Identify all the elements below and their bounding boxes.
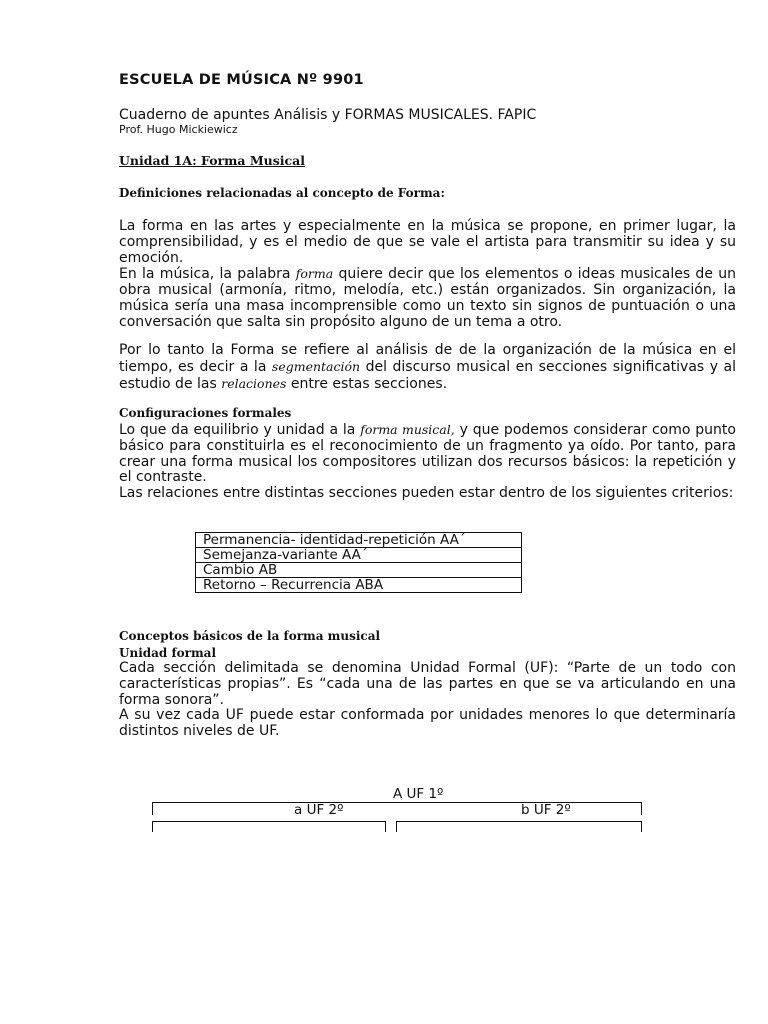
teacher-name: Prof. Hugo Mickiewicz bbox=[119, 123, 238, 136]
concepts-heading: Conceptos básicos de la forma musical bbox=[119, 629, 381, 643]
definitions-paragraph-3: Por lo tanto la Forma se refiere al análisis de de la organización de la música en el tiempo, es decir a la segmentación del discurso musical en secciones significativas y al estudio de las relaciones entre estas secciones. bbox=[119, 342, 736, 392]
table-row bbox=[196, 533, 522, 548]
criteria-cell: Semejanza-variante AA´ bbox=[196, 548, 522, 563]
bracket-level-2-left bbox=[152, 821, 386, 832]
school-title: ESCUELA DE MÚSICA Nº 9901 bbox=[119, 72, 364, 88]
diagram-left-label: a UF 2º bbox=[294, 802, 344, 818]
table-row bbox=[196, 578, 522, 593]
configurations-heading: Configuraciones formales bbox=[119, 406, 292, 420]
concepts-paragraph: Cada sección delimitada se denomina Unidad Formal (UF): “Parte de un todo con características propias”. Es “cada una de las partes en que se va articulando en una forma sonora”. A su vez cada UF puede estar conformada por unidades menores lo que determinaría distintos niveles de UF. bbox=[119, 660, 736, 740]
table-row bbox=[196, 563, 522, 578]
diagram-right-label: b UF 2º bbox=[521, 802, 571, 818]
table-row bbox=[196, 548, 522, 563]
italic-term: segmentación bbox=[271, 358, 361, 374]
criteria-cell: Permanencia- identidad-repetición AA´ bbox=[196, 533, 522, 548]
diagram-top-label: A UF 1º bbox=[393, 786, 444, 802]
criteria-cell: Cambio AB bbox=[196, 563, 522, 578]
definitions-heading: Definiciones relacionadas al concepto de Forma: bbox=[119, 186, 445, 200]
criteria-table bbox=[195, 532, 522, 593]
configurations-paragraph: Lo que da equilibrio y unidad a la forma musical, y que podemos considerar como punto básico para constituirla es el reconocimiento de un fragmento ya oído. Por tanto, para crear una forma musical los compositores utilizan dos recursos básicos: la repetición y el contraste. Las relaciones entre distintas secciones pueden estar dentro de los siguientes criterios: bbox=[119, 422, 736, 502]
notebook-title: Cuaderno de apuntes Análisis y FORMAS MUSICALES. FAPIC bbox=[119, 107, 537, 123]
unit-title: Unidad 1A: Forma Musical bbox=[119, 153, 305, 168]
definitions-paragraph-1: La forma en las artes y especialmente en la música se propone, en primer lugar, la comprensibilidad, y es el medio de que se vale el artista para transmitir su idea y su emoción. En la música, la palabra forma quiere decir que los elementos o ideas musicales de un obra musical (armonía, ritmo, melodía, etc.) están organizados. Sin organización, la música sería una masa incomprensible como un texto sin signos de puntuación o una conversación que salta sin propósito alguno de un tema a otro. bbox=[119, 218, 736, 330]
italic-term: forma musical, bbox=[360, 422, 455, 437]
italic-term: relaciones bbox=[221, 375, 287, 391]
italic-term: forma bbox=[295, 266, 334, 282]
criteria-cell: Retorno – Recurrencia ABA bbox=[196, 578, 522, 593]
bracket-level-2-right bbox=[396, 821, 642, 832]
formal-unit-heading: Unidad formal bbox=[119, 646, 217, 660]
